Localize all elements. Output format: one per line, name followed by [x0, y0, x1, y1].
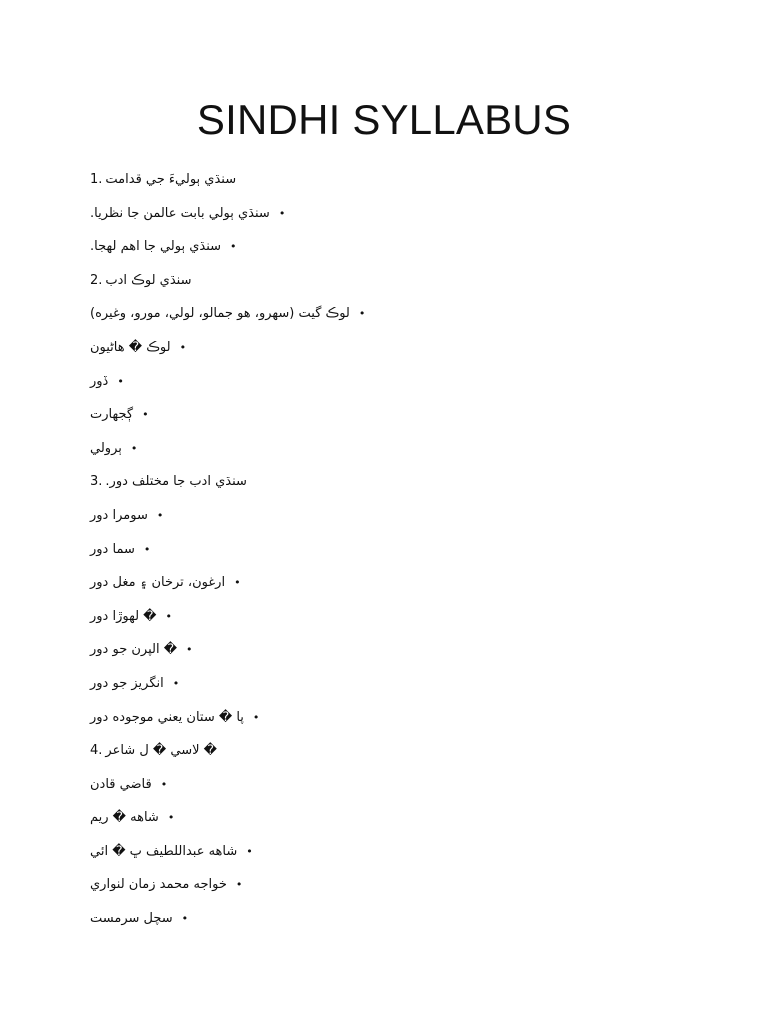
list-item-text: ڏور	[90, 373, 109, 389]
bullet-icon: •	[252, 710, 260, 724]
list-item	[90, 197, 690, 231]
bullet-icon: •	[278, 206, 286, 220]
bullet-icon: •	[230, 240, 237, 254]
list-item-text: شاهه � ريم	[90, 810, 159, 826]
bullet-icon: •	[179, 340, 187, 354]
list-item	[90, 835, 690, 869]
bullet-icon: •	[130, 441, 138, 455]
list-item-text: قاضي قادن	[90, 776, 152, 792]
bullet-icon: •	[167, 811, 175, 825]
bullet-icon: •	[181, 912, 189, 926]
syllabus-list	[90, 163, 690, 936]
section-heading-text: سنڌي ادب جا مختلف دور.	[105, 474, 247, 490]
list-item	[90, 398, 690, 432]
section-number: 4.	[90, 743, 103, 759]
list-item	[90, 902, 690, 936]
list-item	[90, 230, 690, 264]
section-heading	[90, 465, 690, 499]
list-item	[90, 331, 690, 365]
list-item	[90, 499, 690, 533]
bullet-icon: •	[358, 307, 366, 321]
list-item	[90, 566, 690, 600]
list-item-text: سومرا دور	[90, 507, 148, 523]
section-number: 2.	[90, 272, 103, 288]
bullet-icon: •	[172, 676, 180, 690]
list-item-text: سما دور	[90, 541, 135, 557]
list-item-text: سنڌي ٻولي جا اهم لهجا.	[90, 239, 222, 255]
list-item	[90, 365, 690, 399]
section-number: 1.	[90, 172, 103, 187]
list-item-text: لوڪ گيت (سهرو، هو جمالو، لولي، مورو، وغيره)	[90, 306, 350, 322]
section-heading-text: سنڌي لوڪ ادب	[105, 272, 192, 288]
section-heading-text: � لاسي � ل شاعر	[105, 743, 217, 759]
list-item-text: شاهه عبداللطيف ڀ � ائي	[90, 843, 238, 859]
list-item	[90, 600, 690, 634]
section-heading-text: سنڌي ٻوليءَ جي قدامت	[105, 172, 237, 187]
section-heading	[90, 163, 690, 197]
list-item-text: سچل سرمست	[90, 911, 173, 927]
list-item-text: ڳجهارت	[90, 407, 134, 423]
bullet-icon: •	[160, 777, 168, 791]
list-item-text: � لهوڙا دور	[90, 608, 157, 624]
list-item	[90, 801, 690, 835]
list-item	[90, 432, 690, 466]
bullet-icon: •	[186, 643, 193, 657]
bullet-icon: •	[234, 576, 241, 590]
list-item	[90, 701, 690, 735]
bullet-icon: •	[165, 609, 172, 623]
bullet-icon: •	[143, 542, 151, 556]
page-title: SINDHI SYLLABUS	[196, 96, 572, 143]
bullet-icon: •	[117, 374, 124, 388]
list-item-text: لوڪ � هاڻيون	[90, 339, 171, 355]
list-item-text: � الپرن جو دور	[90, 642, 178, 658]
list-item	[90, 667, 690, 701]
section-number: 3.	[90, 474, 103, 490]
section-heading	[90, 734, 690, 768]
list-item	[90, 868, 690, 902]
bullet-icon: •	[246, 844, 253, 858]
section-heading	[90, 264, 690, 298]
list-item-text: پا � ستان يعني موجوده دور	[90, 709, 244, 725]
list-item-text: ارغون، ترخان ۽ مغل دور	[90, 575, 226, 591]
list-item-text: انگريز جو دور	[90, 675, 164, 691]
list-item-text: سنڌي ٻولي بابت عالمن جا نظريا.	[90, 205, 270, 221]
list-item-text: ٻرولي	[90, 440, 122, 456]
list-item	[90, 768, 690, 802]
bullet-icon: •	[142, 408, 149, 422]
bullet-icon: •	[235, 878, 243, 892]
list-item-text: خواجه محمد زمان لنواري	[90, 877, 227, 893]
list-item	[90, 297, 690, 331]
list-item	[90, 633, 690, 667]
list-item	[90, 533, 690, 567]
bullet-icon: •	[156, 508, 164, 522]
